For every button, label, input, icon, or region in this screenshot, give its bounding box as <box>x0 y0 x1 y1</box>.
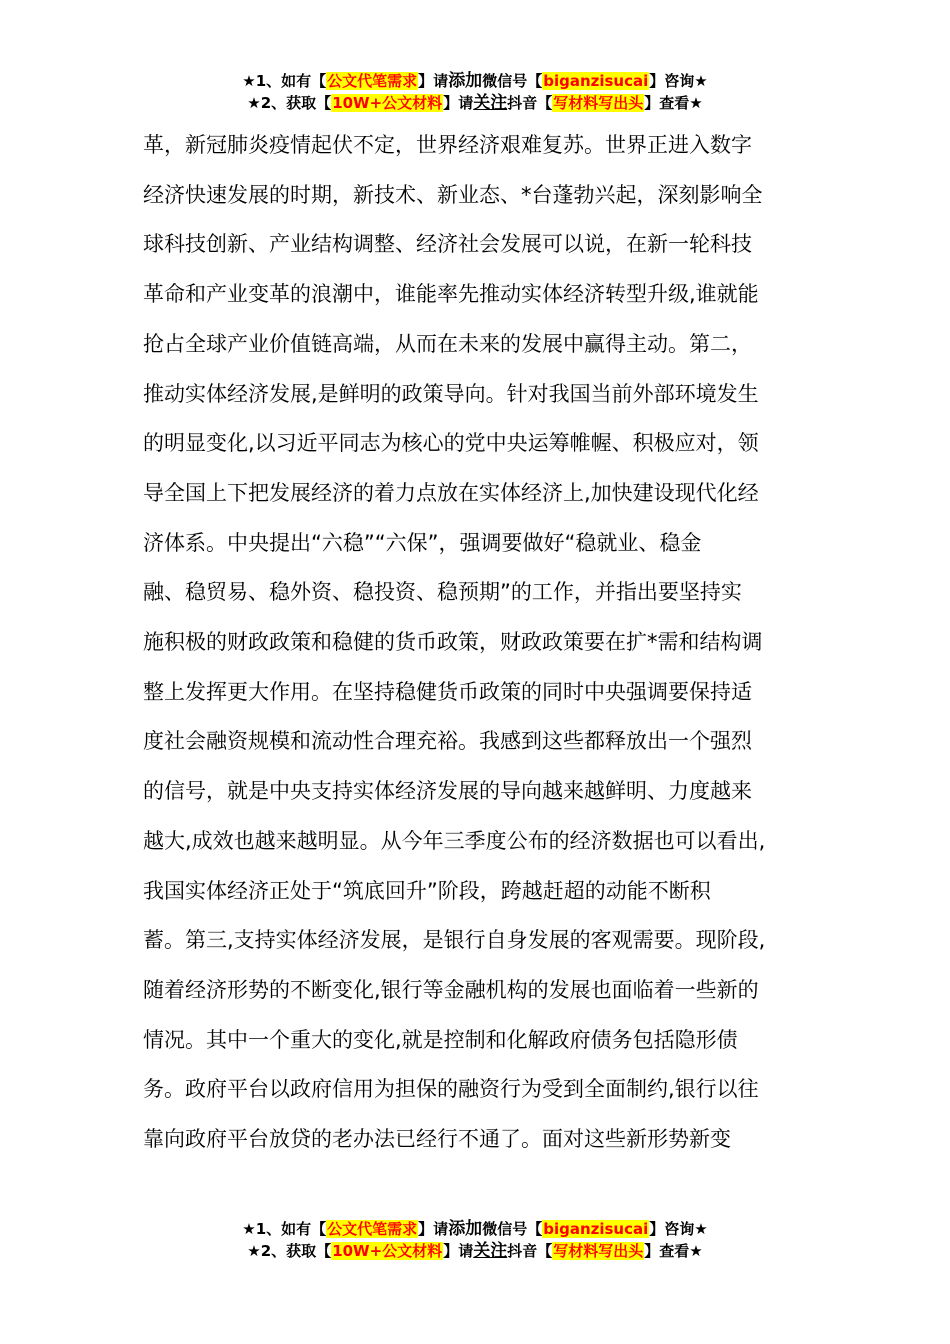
banner-text: 】请 <box>443 94 474 112</box>
banner-line-2 <box>0 92 950 114</box>
banner-line-1 <box>0 1218 950 1240</box>
body-line: 蓄。第三,支持实体经济发展，是银行自身发展的客观需要。现阶段, <box>143 928 766 953</box>
banner-text: ★1、如有【 <box>242 1220 327 1238</box>
body-line: 我国实体经济正处于“筑底回升”阶段，跨越赶超的动能不断积 <box>143 878 711 903</box>
banner-text: 】咨询★ <box>649 72 708 90</box>
body-line: 的信号，就是中央支持实体经济发展的导向越来越鲜明、力度越来 <box>143 779 752 804</box>
banner-text: ★2、获取【 <box>247 94 332 112</box>
banner-emphasis: 关注 <box>473 93 508 113</box>
body-line: 革命和产业变革的浪潮中，谁能率先推动实体经济转型升级,谁就能 <box>143 282 759 307</box>
body-line: 融、稳贸易、稳外资、稳投资、稳预期”的工作，并指出要坚持实 <box>143 580 742 605</box>
body-line: 度社会融资规模和流动性合理充裕。我感到这些都释放出一个强烈 <box>143 729 752 754</box>
highlight-wechat-id: biganzisucai <box>543 72 649 90</box>
banner-text: 】查看★ <box>644 94 703 112</box>
body-line: 经济快速发展的时期，新技术、新业态、*台蓬勃兴起，深刻影响全 <box>143 182 763 207</box>
banner-text: 抖音【 <box>507 1242 553 1260</box>
highlight-service: 公文代笔需求 <box>327 1220 418 1238</box>
body-line: 情况。其中一个重大的变化,就是控制和化解政府债务包括隐形债 <box>143 1027 738 1052</box>
body-line: 导全国上下把发展经济的着力点放在实体经济上,加快建设现代化经 <box>143 480 759 505</box>
banner-emphasis: 添加 <box>448 71 483 91</box>
body-line: 的明显变化,以习近平同志为核心的党中央运筹帷幄、积极应对，领 <box>143 431 759 456</box>
banner-line-2 <box>0 1240 950 1262</box>
body-line: 推动实体经济发展,是鲜明的政策导向。针对我国当前外部环境发生 <box>143 381 759 406</box>
body-line: 越大,成效也越来越明显。从今年三季度公布的经济数据也可以看出, <box>143 828 766 853</box>
banner-text: 微信号【 <box>482 72 543 90</box>
body-line: 施积极的财政政策和稳健的货币政策，财政政策要在扩*需和结构调 <box>143 630 763 655</box>
body-line: 济体系。中央提出“六稳”“六保”，强调要做好“稳就业、稳金 <box>143 530 702 555</box>
footer-banner <box>0 1218 950 1262</box>
body-line: 随着经济形势的不断变化,银行等金融机构的发展也面临着一些新的 <box>143 977 759 1002</box>
highlight-douyin-account: 写材料写出头 <box>553 1242 644 1260</box>
banner-text: ★2、获取【 <box>247 1242 332 1260</box>
header-banner <box>0 70 950 114</box>
document-body <box>143 121 823 1165</box>
banner-text: 抖音【 <box>507 94 553 112</box>
banner-text: 】请 <box>418 72 449 90</box>
highlight-wechat-id: biganzisucai <box>543 1220 649 1238</box>
banner-text: ★1、如有【 <box>242 72 327 90</box>
body-line: 革，新冠肺炎疫情起伏不定，世界经济艰难复苏。世界正进入数字 <box>143 133 752 157</box>
banner-emphasis: 关注 <box>473 1241 508 1261</box>
body-line: 抢占全球产业价值链高端，从而在未来的发展中赢得主动。第二， <box>143 331 752 356</box>
highlight-materials: 10W+公文材料 <box>332 1242 443 1260</box>
body-line: 整上发挥更大作用。在坚持稳健货币政策的同时中央强调要保持适 <box>143 679 752 704</box>
body-line: 靠向政府平台放贷的老办法已经行不通了。面对这些新形势新变 <box>143 1127 731 1152</box>
body-line: 务。政府平台以政府信用为担保的融资行为受到全面制约,银行以往 <box>143 1077 759 1102</box>
highlight-materials: 10W+公文材料 <box>332 94 443 112</box>
banner-text: 】查看★ <box>644 1242 703 1260</box>
banner-emphasis: 添加 <box>448 1219 483 1239</box>
highlight-service: 公文代笔需求 <box>327 72 418 90</box>
body-line: 球科技创新、产业结构调整、经济社会发展可以说，在新一轮科技 <box>143 232 752 257</box>
banner-text: 】咨询★ <box>649 1220 708 1238</box>
banner-text: 】请 <box>443 1242 474 1260</box>
banner-text: 】请 <box>418 1220 449 1238</box>
highlight-douyin-account: 写材料写出头 <box>553 94 644 112</box>
banner-line-1 <box>0 70 950 92</box>
banner-text: 微信号【 <box>482 1220 543 1238</box>
